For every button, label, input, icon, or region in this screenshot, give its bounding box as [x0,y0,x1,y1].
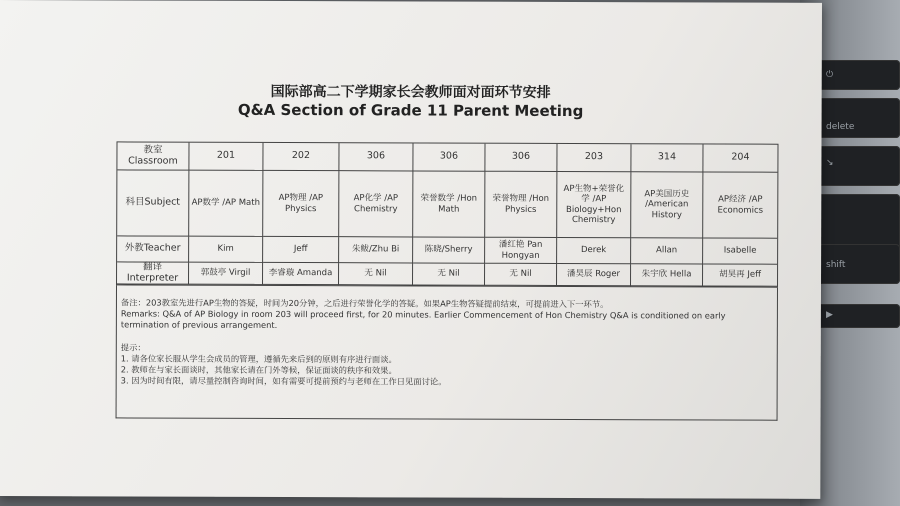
teacher-cell: Jeff [263,237,339,263]
tip-item: 2. 教师在与家长面谈时，其他家长请在门外等候，保证面谈的秩序和效果。 [120,364,397,376]
classroom-cell: 201 [189,143,263,171]
notes-section [116,285,778,420]
interpreter-cell: 无 Nil [339,263,413,285]
teacher-cell: Kim [189,237,263,263]
teacher-cell: 朱鲅/Zhu Bi [339,237,413,263]
classroom-cell: 306 [485,144,557,172]
subject-cell: AP化学 /AP Chemistry [339,171,413,237]
subject-cell: AP经济 /AP Economics [703,172,777,238]
schedule-table [116,141,778,287]
classroom-cell: 202 [263,143,339,171]
classroom-cell: 306 [339,143,413,171]
teacher-cell: Derek [557,238,631,264]
classroom-cell: 203 [557,144,631,172]
tips-title: 提示： [120,342,146,353]
row-label-subject: 科目Subject [117,170,189,236]
subject-cell: 荣誉物理 /Hon Physics [485,172,557,238]
classroom-cell: 204 [703,144,777,172]
remark-chinese: 备注：203教室先进行AP生物的答疑，时间为20分钟，之后进行荣誉化学的答疑。如果AP生物答疑提前结束，可提前进入下一环节。 [120,297,609,310]
subject-cell: AP数学 /AP Math [189,171,263,237]
teacher-cell: 陈晓/Sherry [413,237,485,263]
subject-cell: AP物理 /AP Physics [263,171,339,237]
classroom-cell: 306 [413,143,485,171]
interpreter-cell: 朱宇欣 Hella [631,264,703,286]
teacher-cell: Isabelle [703,238,777,264]
subject-cell: 荣誉数学 /Hon Math [413,171,485,237]
interpreter-cell: 潘昊辰 Roger [557,264,631,286]
interpreter-cell: 郭鼓亭 Virgil [189,263,263,285]
interpreter-cell: 无 Nil [485,264,557,286]
delete-key[interactable]: delete [818,98,900,138]
interpreter-cell: 李睿璇 Amanda [263,263,339,285]
teacher-cell: 潘红艳 Pan Hongyan [485,238,557,264]
subject-cell: AP美国历史 /American History [631,172,703,238]
row-label-classroom: 教室Classroom [117,142,189,170]
tip-item: 1. 请各位家长服从学生会成员的管理，遵循先来后到的原则有序进行面谈。 [120,353,397,365]
shift-key[interactable]: shift [818,244,900,284]
document-title-english: Q&A Section of Grade 11 Parent Meeting [237,100,584,121]
row-label-teacher: 外教Teacher [117,236,189,262]
power-key[interactable]: ⏻ [818,60,900,90]
document-title-chinese: 国际部高二下学期家长会教师面对面环节安排 [270,83,551,101]
subject-cell: AP生物+荣誉化学 /AP Biology+Hon Chemistry [557,172,631,238]
row-label-interpreter: 翻译Interpreter [117,262,189,284]
arrow-right-key[interactable]: ▶ [818,304,900,328]
classroom-cell: 314 [631,144,703,172]
interpreter-cell: 胡昊再 Jeff [703,264,777,286]
laptop-keyboard [818,60,900,340]
interpreter-cell: 无 Nil [413,263,485,285]
teacher-cell: Allan [631,238,703,264]
arrow-key[interactable]: ↘ [818,146,900,186]
tip-item: 3. 因为时间有限，请尽量控制咨询时间，如有需要可提前预约与老师在工作日见面讨论。 [120,375,447,387]
remark-english: Remarks: Q&A of AP Biology in room 203 will proceed first, for 20 minutes. Earlier Commencement of Hon Chemistry Q&A is conditioned on early termination of previous arrangement. [120,308,726,330]
